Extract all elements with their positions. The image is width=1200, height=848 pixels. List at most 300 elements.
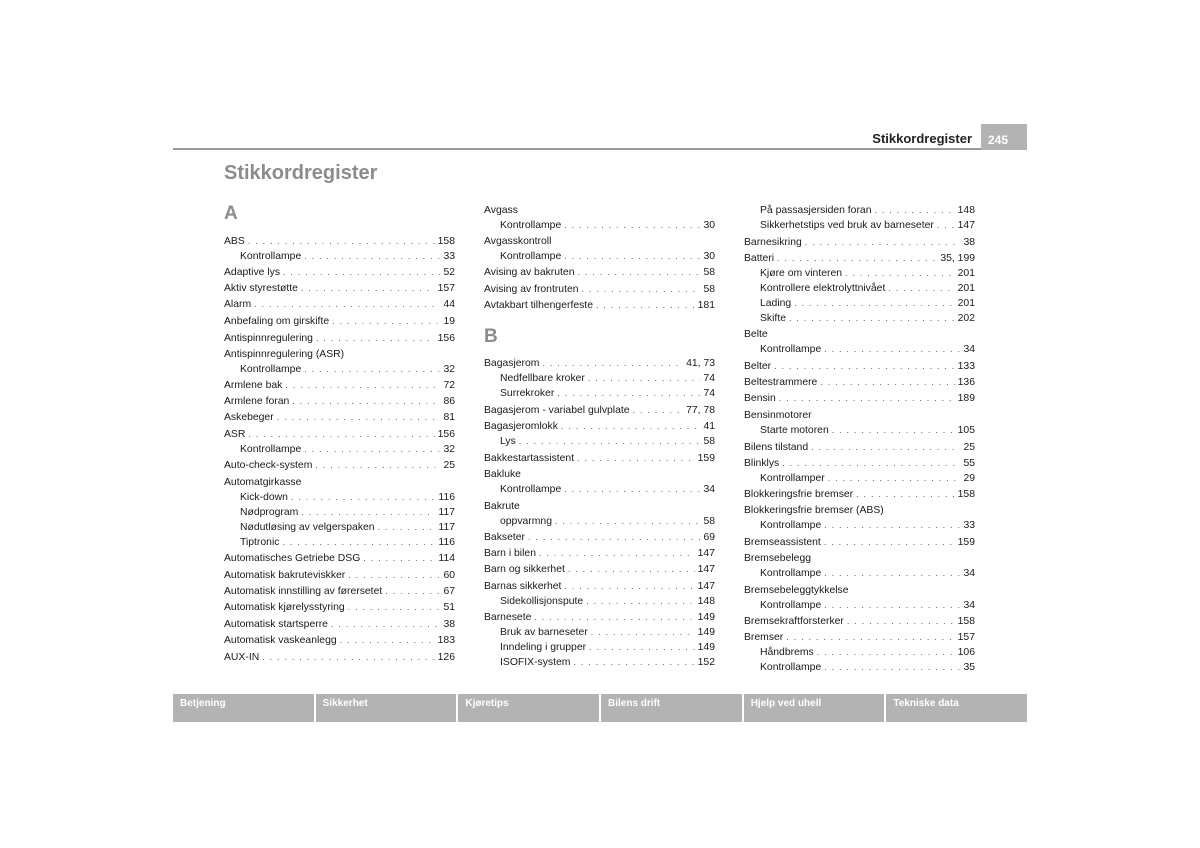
dot-leader [820, 375, 954, 390]
dot-leader [285, 378, 440, 393]
index-entry-label: Kontrollampe [500, 220, 562, 231]
index-entry-page: 114 [438, 553, 455, 564]
index-entry-page: 149 [697, 627, 715, 638]
index-entry[interactable] [224, 265, 455, 280]
chapter-tab-hjelp-ved-uhell[interactable]: Hjelp ved uhell [744, 694, 885, 722]
index-entry-label: Avising av bakruten [484, 267, 575, 278]
dot-leader [528, 530, 700, 545]
index-subentry[interactable] [760, 660, 975, 675]
index-entry-page: 202 [957, 313, 975, 324]
index-entry-label: ABS [224, 236, 245, 247]
index-subentry[interactable] [760, 471, 975, 486]
index-entry[interactable] [484, 610, 715, 625]
dot-leader [557, 386, 700, 401]
dot-leader [292, 394, 440, 409]
index-entry-label: Barnesete [484, 612, 532, 623]
index-entry-label: Inndeling i grupper [500, 642, 587, 653]
index-entry-page: 126 [437, 652, 455, 663]
index-entry[interactable] [744, 583, 975, 598]
index-entry-label: Aktiv styrestøtte [224, 283, 298, 294]
index-entry-page: 32 [443, 364, 455, 375]
index-entry-page: 77, 78 [686, 405, 715, 416]
index-entry-page: 156 [437, 333, 455, 344]
dot-leader [304, 442, 440, 457]
index-entry-label: Bagasjerom [484, 358, 540, 369]
index-subentry[interactable] [760, 645, 975, 660]
index-subentry[interactable] [500, 482, 715, 497]
index-entry-page: 147 [697, 581, 715, 592]
index-entry-page: 157 [437, 283, 455, 294]
index-entry[interactable] [224, 584, 455, 599]
index-entry[interactable] [484, 203, 715, 218]
index-entry-page: 35 [963, 662, 975, 673]
index-entry-label: Tiptronic [240, 537, 280, 548]
index-entry[interactable] [224, 314, 455, 329]
index-entry[interactable] [224, 331, 455, 346]
index-entry-page: 55 [963, 458, 975, 469]
dot-leader [805, 235, 961, 250]
index-entry-label: Sikkerhetstips ved bruk av barneseter [760, 220, 934, 231]
index-entry-page: 158 [957, 616, 975, 627]
index-subentry[interactable] [760, 598, 975, 613]
index-entry[interactable] [744, 327, 975, 342]
index-subentry[interactable] [240, 520, 455, 535]
dot-leader [304, 362, 440, 377]
index-entry-label: Bensin [744, 393, 776, 404]
index-entry-label: Barn og sikkerhet [484, 564, 565, 575]
index-subentry[interactable] [760, 203, 975, 218]
dot-leader [283, 265, 440, 280]
index-entry-label: Kontrollamper [760, 473, 825, 484]
index-entry[interactable] [484, 282, 715, 297]
index-entry-label: Kontrollampe [500, 251, 562, 262]
index-entry-page: 34 [963, 600, 975, 611]
index-entry[interactable] [224, 617, 455, 632]
index-entry-page: 34 [963, 344, 975, 355]
index-subentry[interactable] [760, 342, 975, 357]
index-subentry[interactable] [760, 281, 975, 296]
index-entry-page: 34 [963, 568, 975, 579]
index-entry-page: 58 [703, 436, 715, 447]
index-entry-page: 201 [957, 298, 975, 309]
index-subentry[interactable] [500, 625, 715, 640]
index-entry-label: Surrekroker [500, 388, 555, 399]
index-entry-label: Barnas sikkerhet [484, 581, 562, 592]
index-subentry[interactable] [500, 249, 715, 264]
index-entry[interactable] [744, 375, 975, 390]
chapter-tab-tekniske-data[interactable]: Tekniske data [886, 694, 1027, 722]
dot-leader [316, 331, 435, 346]
index-entry-page: 201 [957, 268, 975, 279]
index-subentry[interactable] [500, 655, 715, 670]
index-entry[interactable] [224, 234, 455, 249]
dot-leader [937, 218, 955, 233]
index-subentry[interactable] [500, 371, 715, 386]
index-subentry[interactable] [760, 266, 975, 281]
index-entry-page: 38 [963, 237, 975, 248]
index-entry-page: 116 [438, 492, 455, 503]
index-entry-page: 72 [443, 380, 455, 391]
dot-leader [578, 265, 701, 280]
index-entry-label: Kjøre om vinteren [760, 268, 842, 279]
index-entry[interactable] [224, 568, 455, 583]
index-entry-page: 105 [957, 425, 975, 436]
index-entry-label: Bruk av barneseter [500, 627, 588, 638]
dot-leader [874, 203, 954, 218]
index-entry-label: Barnesikring [744, 237, 802, 248]
index-entry-label: Automatisk innstilling av førersetet [224, 586, 383, 597]
dot-leader [534, 610, 694, 625]
dot-leader [845, 266, 955, 281]
index-entry-label: Automatisk vaskeanlegg [224, 635, 337, 646]
index-entry-page: 189 [957, 393, 975, 404]
dot-leader [248, 234, 435, 249]
index-entry[interactable] [484, 530, 715, 545]
dot-leader [777, 251, 937, 266]
index-entry-page: 30 [703, 220, 715, 231]
index-entry-label: Antispinnregulering [224, 333, 313, 344]
index-entry[interactable] [744, 391, 975, 406]
index-entry-page: 117 [438, 522, 455, 533]
index-entry[interactable] [484, 451, 715, 466]
index-subentry[interactable] [760, 311, 975, 326]
index-entry-label: Bakseter [484, 532, 526, 543]
index-subentry[interactable] [500, 386, 715, 401]
dot-leader [828, 471, 961, 486]
index-entry-label: Askebeger [224, 412, 274, 423]
index-entry[interactable] [744, 359, 975, 374]
index-entry-page: 149 [697, 612, 715, 623]
index-entry-label: Avising av frontruten [484, 284, 579, 295]
index-entry[interactable] [744, 487, 975, 502]
index-entry-page: 152 [697, 657, 715, 668]
index-entry-label: Bagasjeromlokk [484, 421, 558, 432]
index-entry-page: 183 [437, 635, 455, 646]
dot-leader [378, 520, 436, 535]
index-subentry[interactable] [760, 566, 975, 581]
index-entry-label: Automatisches Getriebe DSG [224, 553, 361, 564]
index-subentry[interactable] [760, 296, 975, 311]
index-entry-label: Bagasjerom - variabel gulvplate [484, 405, 630, 416]
index-entry-page: 32 [443, 444, 455, 455]
index-subentry[interactable] [240, 249, 455, 264]
dot-leader [794, 296, 954, 311]
index-entry-label: Kontrollampe [760, 344, 822, 355]
dot-leader [586, 594, 694, 609]
index-entry[interactable] [224, 394, 455, 409]
index-entry-label: Bremser [744, 632, 784, 643]
index-entry-page: 148 [697, 596, 715, 607]
index-entry-page: 33 [443, 251, 455, 262]
dot-leader [282, 535, 435, 550]
index-entry-page: 38 [443, 619, 455, 630]
index-entry-page: 30 [703, 251, 715, 262]
dot-leader [555, 514, 700, 529]
dot-leader [519, 434, 701, 449]
index-entry[interactable] [224, 297, 455, 312]
index-entry[interactable] [744, 551, 975, 566]
index-subentry[interactable] [760, 218, 975, 233]
dot-leader [786, 630, 954, 645]
index-entry-label: Bensinmotorer [744, 410, 812, 421]
index-subentry[interactable] [500, 434, 715, 449]
dot-leader [304, 249, 440, 264]
index-entry-page: 29 [963, 473, 975, 484]
dot-leader [811, 440, 960, 455]
index-entry[interactable] [224, 551, 455, 566]
index-entry-label: Kontrollampe [760, 600, 822, 611]
dot-leader [348, 600, 441, 615]
index-entry[interactable] [744, 503, 975, 518]
dot-leader [340, 633, 435, 648]
index-entry-page: 58 [703, 516, 715, 527]
dot-leader [633, 403, 684, 418]
index-entry-label: På passasjersiden foran [760, 205, 872, 216]
index-entry-page: 147 [697, 564, 715, 575]
index-entry-label: Kontrollampe [760, 520, 822, 531]
dot-leader [564, 249, 700, 264]
index-entry-page: 35, 199 [940, 253, 975, 264]
dot-leader [888, 281, 954, 296]
index-entry[interactable] [744, 408, 975, 423]
index-entry-page: 147 [697, 548, 715, 559]
index-entry-label: Bremsebelegg [744, 553, 812, 564]
index-subentry[interactable] [240, 535, 455, 550]
index-entry-label: Auto-check-system [224, 460, 313, 471]
index-entry-label: Anbefaling om girskifte [224, 316, 330, 327]
index-entry-label: Beltestrammere [744, 377, 818, 388]
dot-leader [291, 490, 435, 505]
dot-leader [824, 598, 960, 613]
index-entry-label: Bakluke [484, 469, 521, 480]
index-entry-label: Bremsebeleggtykkelse [744, 585, 849, 596]
index-entry[interactable] [484, 467, 715, 482]
index-subentry[interactable] [240, 490, 455, 505]
index-entry-label: Kick-down [240, 492, 288, 503]
index-entry-label: Avgasskontroll [484, 236, 552, 247]
index-section-letter: B [484, 326, 498, 347]
index-entry[interactable] [484, 403, 715, 418]
index-entry-page: 136 [957, 377, 975, 388]
dot-leader [573, 655, 694, 670]
index-entry[interactable] [224, 458, 455, 473]
index-subentry[interactable] [500, 594, 715, 609]
index-subentry[interactable] [500, 514, 715, 529]
chapter-tab-sikkerhet[interactable]: Sikkerhet [316, 694, 457, 722]
index-entry[interactable] [744, 630, 975, 645]
index-entry[interactable] [224, 281, 455, 296]
index-entry[interactable] [224, 633, 455, 648]
index-entry-page: 33 [963, 520, 975, 531]
index-entry-label: Armlene foran [224, 396, 290, 407]
index-entry-label: oppvarmng [500, 516, 552, 527]
dot-leader [262, 650, 434, 665]
index-subentry[interactable] [500, 218, 715, 233]
dot-leader [577, 451, 695, 466]
index-entry-page: 58 [703, 267, 715, 278]
index-subentry[interactable] [500, 640, 715, 655]
index-entry-page: 159 [697, 453, 715, 464]
index-entry-page: 52 [443, 267, 455, 278]
index-entry-label: Automatgirkasse [224, 477, 302, 488]
index-entry-label: Bilens tilstand [744, 442, 809, 453]
dot-leader [779, 391, 955, 406]
index-entry-label: Kontrollampe [760, 662, 822, 673]
index-entry-label: Armlene bak [224, 380, 283, 391]
index-subentry[interactable] [240, 505, 455, 520]
dot-leader [564, 579, 694, 594]
index-entry-page: 201 [957, 283, 975, 294]
dot-leader [588, 371, 701, 386]
index-entry[interactable] [484, 499, 715, 514]
index-entry-label: Bakrute [484, 501, 520, 512]
index-entry[interactable] [224, 410, 455, 425]
index-entry[interactable] [744, 535, 975, 550]
index-entry-page: 60 [443, 570, 455, 581]
page-title: Stikkordregister [224, 162, 378, 184]
index-entry-label: Belter [744, 361, 772, 372]
dot-leader [582, 282, 701, 297]
index-entry-page: 58 [703, 284, 715, 295]
index-entry-label: ISOFIX-system [500, 657, 571, 668]
dot-leader [824, 660, 960, 675]
dot-leader [856, 487, 955, 502]
dot-leader [301, 281, 435, 296]
dot-leader [832, 423, 955, 438]
index-entry-page: 86 [443, 396, 455, 407]
index-entry[interactable] [224, 475, 455, 490]
dot-leader [824, 535, 955, 550]
index-entry-page: 41 [703, 421, 715, 432]
dot-leader [331, 617, 440, 632]
index-entry-label: Starte motoren [760, 425, 829, 436]
header-divider [173, 148, 981, 150]
dot-leader [561, 419, 701, 434]
index-entry-page: 69 [703, 532, 715, 543]
index-entry-label: Nedfellbare kroker [500, 373, 585, 384]
dot-leader [332, 314, 440, 329]
index-entry-label: Alarm [224, 299, 252, 310]
index-entry-page: 149 [697, 642, 715, 653]
index-entry[interactable] [744, 251, 975, 266]
index-entry-page: 25 [963, 442, 975, 453]
index-entry[interactable] [484, 419, 715, 434]
index-entry-page: 181 [697, 300, 715, 311]
index-entry[interactable] [744, 456, 975, 471]
index-entry-label: Bremseassistent [744, 537, 821, 548]
header-section-title: Stikkordregister [872, 131, 972, 146]
index-entry-label: Håndbrems [760, 647, 814, 658]
index-entry[interactable] [484, 562, 715, 577]
index-subentry[interactable] [240, 442, 455, 457]
index-entry-page: 44 [443, 299, 455, 310]
dot-leader [774, 359, 955, 374]
chapter-tab-betjening[interactable]: Betjening [173, 694, 314, 722]
index-subentry[interactable] [240, 362, 455, 377]
index-entry-label: Kontrollere elektrolyttnivået [760, 283, 886, 294]
index-entry-page: 158 [957, 489, 975, 500]
index-entry-label: Adaptive lys [224, 267, 281, 278]
footer-chapter-nav [173, 694, 1027, 722]
index-entry-page: 51 [443, 602, 455, 613]
page-number-badge: 245 [981, 124, 1027, 150]
index-entry[interactable] [744, 614, 975, 629]
index-entry-page: 158 [437, 236, 455, 247]
dot-leader [315, 458, 440, 473]
dot-leader [539, 546, 695, 561]
dot-leader [348, 568, 440, 583]
index-entry-label: Avgass [484, 205, 518, 216]
index-entry[interactable] [484, 579, 715, 594]
index-entry-page: 156 [437, 429, 455, 440]
dot-leader [564, 482, 700, 497]
dot-leader [847, 614, 955, 629]
index-entry[interactable] [224, 427, 455, 442]
dot-leader [301, 505, 435, 520]
index-entry-label: Bakkestartassistent [484, 453, 575, 464]
dot-leader [824, 566, 960, 581]
chapter-tab-kjoretips[interactable]: Kjøretips [458, 694, 599, 722]
index-entry[interactable] [484, 234, 715, 249]
index-entry[interactable] [484, 356, 715, 371]
index-section-letter: A [224, 203, 238, 224]
index-entry-label: Automatisk kjørelysstyring [224, 602, 345, 613]
index-entry-label: Lys [500, 436, 516, 447]
index-entry-page: 41, 73 [686, 358, 715, 369]
index-entry[interactable] [484, 265, 715, 280]
index-entry-label: Batteri [744, 253, 775, 264]
index-entry[interactable] [224, 378, 455, 393]
index-entry-label: Kontrollampe [240, 444, 302, 455]
index-entry[interactable] [484, 298, 715, 313]
index-subentry[interactable] [760, 518, 975, 533]
index-entry-page: 147 [957, 220, 975, 231]
index-entry-label: Antispinnregulering (ASR) [224, 349, 345, 360]
dot-leader [385, 584, 440, 599]
index-entry-label: Blokkeringsfrie bremser (ABS) [744, 505, 884, 516]
chapter-tab-bilens-drift[interactable]: Bilens drift [601, 694, 742, 722]
index-entry[interactable] [224, 600, 455, 615]
index-entry-label: Blokkeringsfrie bremser [744, 489, 854, 500]
dot-leader [782, 456, 960, 471]
index-entry-label: Sidekollisjonspute [500, 596, 584, 607]
index-entry-page: 25 [443, 460, 455, 471]
dot-leader [817, 645, 955, 660]
dot-leader [564, 218, 700, 233]
index-entry[interactable] [224, 650, 455, 665]
index-entry-label: Bremsekraftforsterker [744, 616, 844, 627]
index-entry-label: Nødprogram [240, 507, 299, 518]
dot-leader [789, 311, 955, 326]
index-subentry[interactable] [760, 423, 975, 438]
index-entry-label: Kontrollampe [240, 364, 302, 375]
index-entry-label: Belte [744, 329, 768, 340]
index-entry-label: Blinklys [744, 458, 780, 469]
index-entry-page: 117 [438, 507, 455, 518]
index-entry-label: Kontrollampe [760, 568, 822, 579]
dot-leader [824, 342, 960, 357]
index-entry-page: 67 [443, 586, 455, 597]
index-entry[interactable] [744, 235, 975, 250]
index-entry[interactable] [744, 440, 975, 455]
dot-leader [589, 640, 695, 655]
index-entry-label: Nødutløsing av velgerspaken [240, 522, 375, 533]
index-entry-page: 116 [438, 537, 455, 548]
index-entry[interactable] [224, 347, 455, 362]
index-entry[interactable] [484, 546, 715, 561]
index-entry-page: 81 [443, 412, 455, 423]
index-entry-label: Avtakbart tilhengerfeste [484, 300, 593, 311]
